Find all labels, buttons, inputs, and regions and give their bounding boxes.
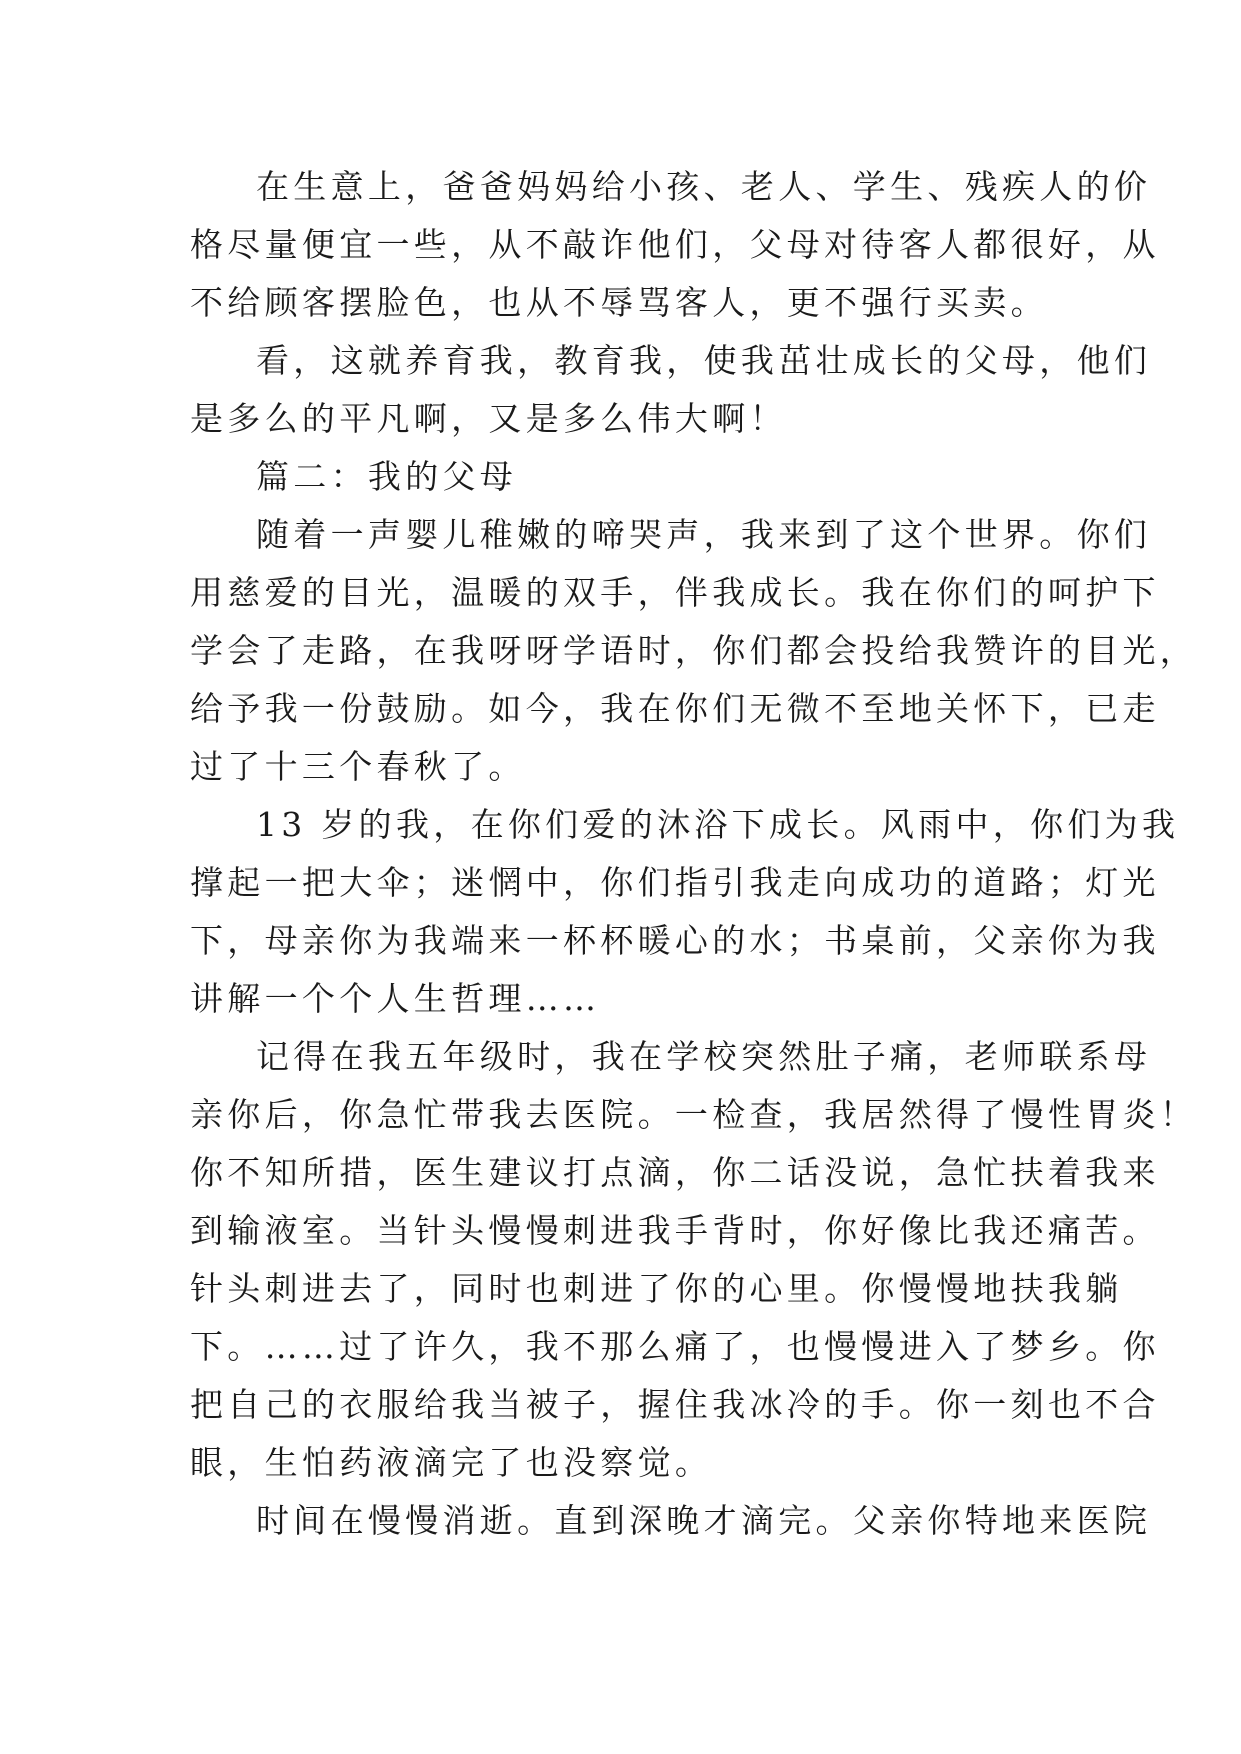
- text-line: 13 岁的我，在你们爱的沐浴下成长。风雨中，你们为我: [256, 805, 1180, 844]
- text-line: 记得在我五年级时，我在学校突然肚子痛，老师联系母: [256, 1037, 1152, 1076]
- text-line: 针头刺进去了，同时也刺进了你的心里。你慢慢地扶我躺: [190, 1269, 1123, 1308]
- text-line: 看，这就养育我，教育我，使我茁壮成长的父母，他们: [256, 341, 1152, 380]
- text-line: 不给顾客摆脸色，也从不辱骂客人，更不强行买卖。: [190, 283, 1048, 322]
- text-line: 给予我一份鼓励。如今，我在你们无微不至地关怀下，已走: [190, 689, 1160, 728]
- text-line: 亲你后，你急忙带我去医院。一检查，我居然得了慢性胃炎！: [190, 1095, 1198, 1134]
- section-heading: 篇二：我的父母: [256, 457, 518, 496]
- text-line: 过了十三个春秋了。: [190, 747, 526, 786]
- text-line: 你不知所措，医生建议打点滴，你二话没说，急忙扶着我来: [190, 1153, 1160, 1192]
- text-line: 下。……过了许久，我不那么痛了，也慢慢进入了梦乡。你: [190, 1327, 1160, 1366]
- text-line: 到输液室。当针头慢慢刺进我手背时，你好像比我还痛苦。: [190, 1211, 1160, 1250]
- text-line: 随着一声婴儿稚嫩的啼哭声，我来到了这个世界。你们: [256, 515, 1152, 554]
- text-line: 学会了走路，在我呀呀学语时，你们都会投给我赞许的目光，: [190, 631, 1198, 670]
- text-line: 眼，生怕药液滴完了也没察觉。: [190, 1443, 713, 1482]
- text-line: 时间在慢慢消逝。直到深晚才滴完。父亲你特地来医院: [256, 1501, 1152, 1540]
- text-line: 是多么的平凡啊，又是多么伟大啊！: [190, 399, 787, 438]
- text-line: 格尽量便宜一些，从不敲诈他们，父母对待客人都很好，从: [190, 225, 1160, 264]
- text-line: 在生意上，爸爸妈妈给小孩、老人、学生、残疾人的价: [256, 167, 1152, 206]
- text-line: 撑起一把大伞；迷惘中，你们指引我走向成功的道路；灯光: [190, 863, 1160, 902]
- text-line: 把自己的衣服给我当被子，握住我冰冷的手。你一刻也不合: [190, 1385, 1160, 1424]
- text-line: 讲解一个个人生哲理……: [190, 979, 601, 1018]
- text-line: 用慈爱的目光，温暖的双手，伴我成长。我在你们的呵护下: [190, 573, 1160, 612]
- text-line: 下，母亲你为我端来一杯杯暖心的水；书桌前，父亲你为我: [190, 921, 1160, 960]
